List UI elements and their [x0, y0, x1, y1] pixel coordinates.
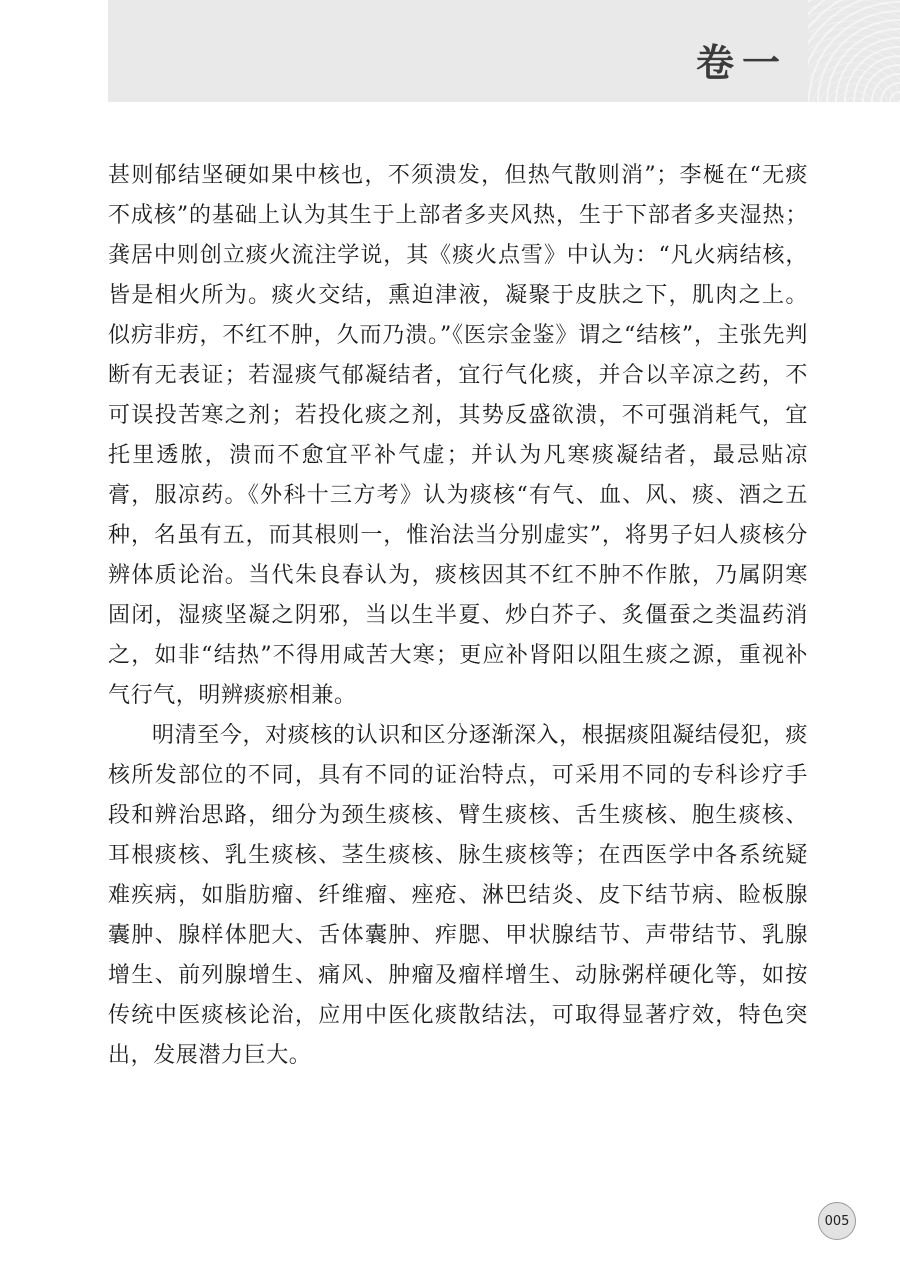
chapter-title: 卷一: [695, 41, 788, 85]
paragraph-continued: 甚则郁结坚硬如果中核也，不须溃发，但热气散则消”；李梴在“无痰不成核”的基础上认为其生于上部者多夹风热，生于下部者多夹湿热；龚居中则创立痰火流注学说，其《痰火点雪》中认为：“凡火病结核，皆是相火所为。痰火交结，熏迫津液，凝聚于皮肤之下，肌肉之上。似疠非疠，不红不肿，久而乃溃。”《医宗金鉴》谓之“结核”，主张先判断有无表证；若湿痰气郁凝结者，宜行气化痰，并合以辛凉之药，不可误投苦寒之剂；若投化痰之剂，其势反盛欲溃，不可强消耗气，宜托里透脓，溃而不愈宜平补气虚；并认为凡寒痰凝结者，最忌贴凉膏，服凉药。《外科十三方考》认为痰核“有气、血、风、痰、酒之五种，名虽有五，而其根则一，惟治法当分别虚实”，将男子妇人痰核分辨体质论治。当代朱良春认为，痰核因其不红不肿不作脓，乃属阴寒固闭，湿痰坚凝之阴邪，当以生半夏、炒白芥子、炙僵蚕之类温药消之，如非“结热”不得用咸苦大寒；更应补肾阳以阻生痰之源，重视补气行气，明辨痰瘀相兼。: [108, 163, 808, 708]
paragraph: 明清至今，对痰核的认识和区分逐渐深入，根据痰阻凝结侵犯，痰核所发部位的不同，具有不同的证治特点，可采用不同的专科诊疗手段和辨治思路，细分为颈生痰核、臂生痰核、舌生痰核、胞生痰核、耳根痰核、乳生痰核、茎生痰核、脉生痰核等；在西医学中各系统疑难疾病，如脂肪瘤、纤维瘤、痤疮、淋巴结炎、皮下结节病、睑板腺囊肿、腺样体肥大、舌体囊肿、痄腮、甲状腺结节、声带结节、乳腺增生、前列腺增生、痛风、肿瘤及瘤样增生、动脉粥样硬化等，如按传统中医痰核论治，应用中医化痰散结法，可取得显著疗效，特色突出，发展潜力巨大。: [108, 723, 808, 1068]
page-number: 005: [818, 1202, 856, 1240]
page-body: [108, 156, 808, 1076]
decorative-wave-pattern: [808, 0, 900, 102]
chapter-header-band: [108, 0, 900, 102]
